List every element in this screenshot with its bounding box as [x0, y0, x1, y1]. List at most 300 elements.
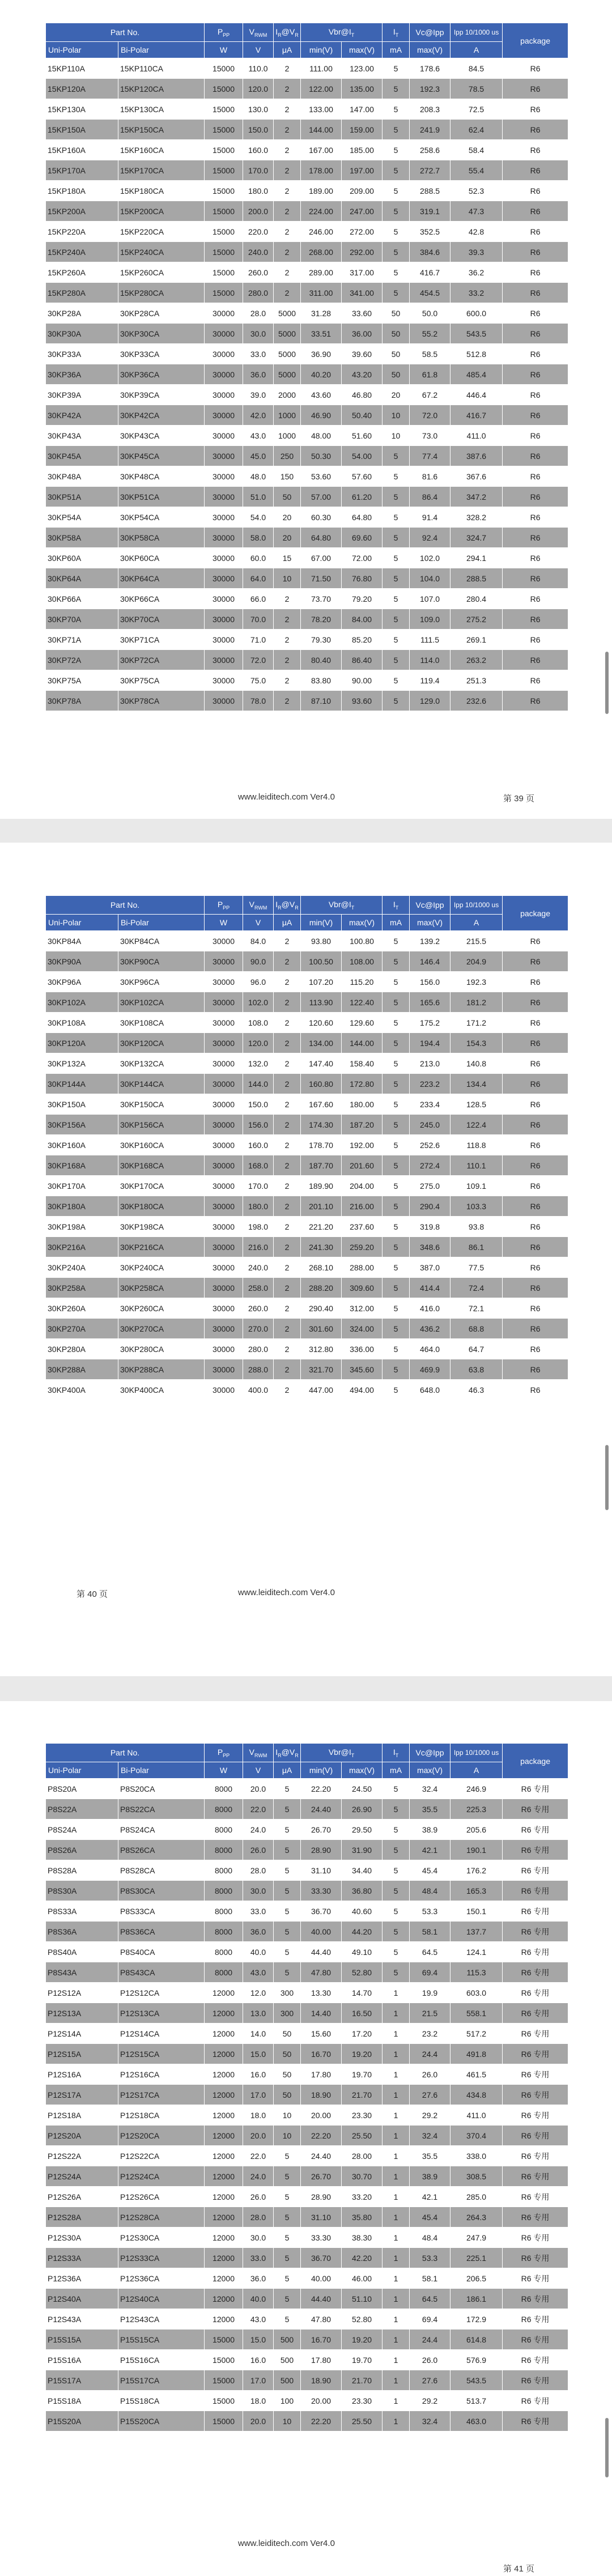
table-row — [46, 1380, 568, 1400]
vbr-min-cell: 40.00 — [301, 1922, 342, 1942]
ipp-cell: 192.3 — [450, 972, 503, 992]
package-cell: R6 — [503, 1094, 568, 1115]
unit-vc-max-v: max(V) — [410, 42, 450, 58]
package-cell: R6 — [503, 283, 568, 303]
ir-cell: 2 — [274, 1115, 301, 1135]
uni-polar-cell: 30KP78A — [46, 691, 118, 711]
header-vrwm: $V_{RWM}$ — [243, 1744, 274, 1762]
table-row — [46, 528, 568, 548]
it-cell: 5 — [382, 1053, 410, 1074]
table-row — [46, 324, 568, 344]
uni-polar-cell: 30KP58A — [46, 528, 118, 548]
vrwm-cell: 20.0 — [243, 2411, 274, 2432]
ir-cell: 2 — [274, 630, 301, 650]
table-row — [46, 931, 568, 951]
vbr-max-cell: 84.00 — [342, 609, 382, 630]
vrwm-cell: 70.0 — [243, 609, 274, 630]
vc-cell: 102.0 — [410, 548, 450, 568]
unit-vc-max-v: max(V) — [410, 915, 450, 931]
it-cell: 5 — [382, 1176, 410, 1196]
ppp-cell: 15000 — [205, 2391, 243, 2411]
it-cell: 5 — [382, 1820, 410, 1840]
package-cell: R6 — [503, 1319, 568, 1339]
uni-polar-cell: 30KP30A — [46, 324, 118, 344]
vc-cell: 19.9 — [410, 1983, 450, 2003]
it-cell: 5 — [382, 242, 410, 262]
ppp-cell: 12000 — [205, 1983, 243, 2003]
table-row — [46, 691, 568, 711]
table-row — [46, 364, 568, 385]
bi-polar-cell: 30KP78CA — [118, 691, 205, 711]
ppp-cell: 15000 — [205, 2411, 243, 2432]
package-cell: R6 专用 — [503, 2064, 568, 2085]
table-row — [46, 507, 568, 528]
bi-polar-cell: P12S16CA — [118, 2064, 205, 2085]
bi-polar-cell: 30KP75CA — [118, 670, 205, 691]
vbr-min-cell: 189.90 — [301, 1176, 342, 1196]
vbr-min-cell: 79.30 — [301, 630, 342, 650]
it-cell: 5 — [382, 992, 410, 1013]
uni-polar-cell: P12S26A — [46, 2187, 118, 2207]
package-cell: R6 — [503, 670, 568, 691]
package-cell: R6 — [503, 568, 568, 589]
uni-polar-cell: P8S40A — [46, 1942, 118, 1962]
it-cell: 5 — [382, 1339, 410, 1359]
vbr-max-cell: 64.80 — [342, 507, 382, 528]
ppp-cell: 30000 — [205, 528, 243, 548]
it-cell: 5 — [382, 1237, 410, 1257]
vc-cell: 258.6 — [410, 140, 450, 160]
table-row — [46, 1115, 568, 1135]
it-cell: 5 — [382, 1799, 410, 1820]
table-row — [46, 2146, 568, 2166]
vbr-min-cell: 100.50 — [301, 951, 342, 972]
ppp-cell: 15000 — [205, 2370, 243, 2391]
vrwm-cell: 16.0 — [243, 2350, 274, 2370]
bi-polar-cell: 30KP60CA — [118, 548, 205, 568]
package-cell: R6 — [503, 609, 568, 630]
ir-cell: 2 — [274, 1013, 301, 1033]
package-cell: R6 专用 — [503, 2105, 568, 2126]
bi-polar-cell: P15S16CA — [118, 2350, 205, 2370]
vbr-min-cell: 187.70 — [301, 1155, 342, 1176]
package-cell: R6 — [503, 99, 568, 120]
ipp-cell: 367.6 — [450, 466, 503, 487]
it-cell: 1 — [382, 2146, 410, 2166]
vc-cell: 290.4 — [410, 1196, 450, 1217]
vrwm-cell: 64.0 — [243, 568, 274, 589]
it-cell: 5 — [382, 262, 410, 283]
header-it: $I_T$ — [382, 896, 410, 915]
package-cell: R6 — [503, 1196, 568, 1217]
table-row — [46, 262, 568, 283]
vbr-min-cell: 71.50 — [301, 568, 342, 589]
package-cell: R6 专用 — [503, 1820, 568, 1840]
package-cell: R6 专用 — [503, 2146, 568, 2166]
table-row — [46, 1013, 568, 1033]
vbr-max-cell: 36.80 — [342, 1881, 382, 1901]
ipp-cell: 491.8 — [450, 2044, 503, 2064]
vbr-min-cell: 33.51 — [301, 324, 342, 344]
bi-polar-cell: P12S30CA — [118, 2228, 205, 2248]
ipp-cell: 543.5 — [450, 2370, 503, 2391]
table-row — [46, 1053, 568, 1074]
bi-polar-cell: 30KP120CA — [118, 1033, 205, 1053]
vbr-min-cell: 47.80 — [301, 2309, 342, 2330]
uni-polar-cell: 30KP258A — [46, 1278, 118, 1298]
package-cell: R6 — [503, 262, 568, 283]
vc-cell: 107.0 — [410, 589, 450, 609]
table-header — [46, 1744, 568, 1779]
uni-polar-cell: 30KP160A — [46, 1135, 118, 1155]
header-package: package — [503, 1744, 568, 1779]
vc-cell: 454.5 — [410, 283, 450, 303]
bi-polar-cell: 30KP144CA — [118, 1074, 205, 1094]
ppp-cell: 12000 — [205, 2003, 243, 2024]
vbr-max-cell: 158.40 — [342, 1053, 382, 1074]
ipp-cell: 77.5 — [450, 1257, 503, 1278]
ppp-cell: 12000 — [205, 2228, 243, 2248]
vrwm-cell: 18.0 — [243, 2105, 274, 2126]
table-row — [46, 2289, 568, 2309]
ppp-cell: 30000 — [205, 303, 243, 324]
uni-polar-cell: P8S22A — [46, 1799, 118, 1820]
vbr-max-cell: 292.00 — [342, 242, 382, 262]
package-cell: R6 专用 — [503, 2228, 568, 2248]
vrwm-cell: 110.0 — [243, 58, 274, 79]
unit-w: W — [205, 915, 243, 931]
vrwm-cell: 260.0 — [243, 1298, 274, 1319]
ppp-cell: 30000 — [205, 1237, 243, 1257]
vbr-max-cell: 312.00 — [342, 1298, 382, 1319]
vrwm-cell: 43.0 — [243, 1962, 274, 1983]
bi-polar-cell: 15KP200CA — [118, 201, 205, 222]
ppp-cell: 8000 — [205, 1860, 243, 1881]
bi-polar-cell: 15KP160CA — [118, 140, 205, 160]
ppp-cell: 30000 — [205, 1380, 243, 1400]
ppp-cell: 12000 — [205, 2289, 243, 2309]
vc-cell: 192.3 — [410, 79, 450, 99]
vrwm-cell: 240.0 — [243, 1257, 274, 1278]
bi-polar-cell: P8S22CA — [118, 1799, 205, 1820]
ir-cell: 5 — [274, 2187, 301, 2207]
bi-polar-cell: 30KP36CA — [118, 364, 205, 385]
ipp-cell: 186.1 — [450, 2289, 503, 2309]
ipp-cell: 124.1 — [450, 1942, 503, 1962]
scrollbar-thumb[interactable] — [605, 1445, 609, 1510]
table-row — [46, 2126, 568, 2146]
bi-polar-cell: 30KP45CA — [118, 446, 205, 466]
vbr-max-cell: 108.00 — [342, 951, 382, 972]
ppp-cell: 15000 — [205, 140, 243, 160]
vbr-min-cell: 44.40 — [301, 1942, 342, 1962]
ppp-cell: 30000 — [205, 691, 243, 711]
it-cell: 5 — [382, 1135, 410, 1155]
ir-cell: 500 — [274, 2330, 301, 2350]
vbr-min-cell: 24.40 — [301, 1799, 342, 1820]
ppp-cell: 15000 — [205, 283, 243, 303]
it-cell: 5 — [382, 1840, 410, 1860]
vc-cell: 24.4 — [410, 2044, 450, 2064]
vbr-max-cell: 44.20 — [342, 1922, 382, 1942]
vbr-min-cell: 18.90 — [301, 2370, 342, 2391]
bi-polar-cell: 15KP220CA — [118, 222, 205, 242]
table-row — [46, 2105, 568, 2126]
vrwm-cell: 240.0 — [243, 242, 274, 262]
unit-max-v: max(V) — [342, 42, 382, 58]
package-cell: R6 — [503, 951, 568, 972]
ipp-cell: 110.1 — [450, 1155, 503, 1176]
package-cell: R6 — [503, 58, 568, 79]
header-ir: $I_R@V_R$ — [274, 23, 301, 42]
it-cell: 20 — [382, 385, 410, 405]
vc-cell: 32.4 — [410, 2411, 450, 2432]
scrollbar-thumb[interactable] — [605, 2418, 609, 2477]
ir-cell: 2 — [274, 691, 301, 711]
vbr-min-cell: 246.00 — [301, 222, 342, 242]
ppp-cell: 8000 — [205, 1820, 243, 1840]
ipp-cell: 86.1 — [450, 1237, 503, 1257]
it-cell: 5 — [382, 972, 410, 992]
uni-polar-cell: 30KP132A — [46, 1053, 118, 1074]
ir-cell: 5 — [274, 1962, 301, 1983]
vrwm-cell: 150.0 — [243, 120, 274, 140]
ir-cell: 50 — [274, 2064, 301, 2085]
it-cell: 5 — [382, 568, 410, 589]
vc-cell: 86.4 — [410, 487, 450, 507]
header-package: package — [503, 23, 568, 58]
vbr-max-cell: 69.60 — [342, 528, 382, 548]
uni-polar-cell: 30KP39A — [46, 385, 118, 405]
vc-cell: 50.0 — [410, 303, 450, 324]
ipp-cell: 269.1 — [450, 630, 503, 650]
ppp-cell: 15000 — [205, 262, 243, 283]
table-row — [46, 2309, 568, 2330]
header-part-no: Part No. — [46, 1744, 205, 1762]
vbr-max-cell: 115.20 — [342, 972, 382, 992]
bi-polar-cell: 30KP48CA — [118, 466, 205, 487]
vrwm-cell: 66.0 — [243, 589, 274, 609]
table-row — [46, 1094, 568, 1115]
vrwm-cell: 26.0 — [243, 1840, 274, 1860]
vrwm-cell: 30.0 — [243, 324, 274, 344]
vbr-max-cell: 61.20 — [342, 487, 382, 507]
ipp-cell: 285.0 — [450, 2187, 503, 2207]
vc-cell: 21.5 — [410, 2003, 450, 2024]
bi-polar-cell: 30KP132CA — [118, 1053, 205, 1074]
vc-cell: 92.4 — [410, 528, 450, 548]
scrollbar-thumb[interactable] — [605, 652, 609, 714]
ir-cell: 2 — [274, 1053, 301, 1074]
bi-polar-cell: 30KP66CA — [118, 589, 205, 609]
vbr-min-cell: 312.80 — [301, 1339, 342, 1359]
it-cell: 10 — [382, 426, 410, 446]
footer-url: www.leiditech.com Ver4.0 — [238, 2539, 335, 2548]
table-row — [46, 446, 568, 466]
uni-polar-cell: 15KP280A — [46, 283, 118, 303]
ir-cell: 250 — [274, 446, 301, 466]
footer-page-number: 第 41 页 — [503, 2564, 535, 2574]
bi-polar-cell: P12S24CA — [118, 2166, 205, 2187]
ipp-cell: 33.2 — [450, 283, 503, 303]
ir-cell: 2 — [274, 1380, 301, 1400]
vrwm-cell: 96.0 — [243, 972, 274, 992]
vbr-max-cell: 85.20 — [342, 630, 382, 650]
table-row — [46, 2085, 568, 2105]
table-row — [46, 609, 568, 630]
ppp-cell: 12000 — [205, 2044, 243, 2064]
vrwm-cell: 17.0 — [243, 2085, 274, 2105]
table-row — [46, 670, 568, 691]
ir-cell: 100 — [274, 2391, 301, 2411]
ipp-cell: 232.6 — [450, 691, 503, 711]
ipp-cell: 36.2 — [450, 262, 503, 283]
vrwm-cell: 54.0 — [243, 507, 274, 528]
ipp-cell: 308.5 — [450, 2166, 503, 2187]
bi-polar-cell: 30KP64CA — [118, 568, 205, 589]
uni-polar-cell: 30KP216A — [46, 1237, 118, 1257]
package-cell: R6 专用 — [503, 2350, 568, 2370]
it-cell: 1 — [382, 2024, 410, 2044]
ipp-cell: 181.2 — [450, 992, 503, 1013]
ir-cell: 2 — [274, 58, 301, 79]
vc-cell: 288.5 — [410, 181, 450, 201]
ir-cell: 2 — [274, 201, 301, 222]
uni-polar-cell: P12S18A — [46, 2105, 118, 2126]
ipp-cell: 204.9 — [450, 951, 503, 972]
vc-cell: 252.6 — [410, 1135, 450, 1155]
ppp-cell: 30000 — [205, 1094, 243, 1115]
ppp-cell: 30000 — [205, 1196, 243, 1217]
vrwm-cell: 102.0 — [243, 992, 274, 1013]
uni-polar-cell: P12S20A — [46, 2126, 118, 2146]
bi-polar-cell: 30KP180CA — [118, 1196, 205, 1217]
vrwm-cell: 288.0 — [243, 1359, 274, 1380]
ppp-cell: 30000 — [205, 670, 243, 691]
vc-cell: 241.9 — [410, 120, 450, 140]
vc-cell: 175.2 — [410, 1013, 450, 1033]
ir-cell: 2 — [274, 1298, 301, 1319]
vrwm-cell: 20.0 — [243, 2126, 274, 2146]
vrwm-cell: 42.0 — [243, 405, 274, 426]
vbr-max-cell: 187.20 — [342, 1115, 382, 1135]
package-cell: R6 — [503, 1013, 568, 1033]
uni-polar-cell: 30KP120A — [46, 1033, 118, 1053]
vbr-min-cell: 33.30 — [301, 2228, 342, 2248]
ir-cell: 5 — [274, 1820, 301, 1840]
uni-polar-cell: 30KP180A — [46, 1196, 118, 1217]
table-row — [46, 1217, 568, 1237]
table-row — [46, 2350, 568, 2370]
uni-polar-cell: P12S24A — [46, 2166, 118, 2187]
uni-polar-cell: P12S28A — [46, 2207, 118, 2228]
header-vc: Vc@Ipp — [410, 896, 450, 915]
uni-polar-cell: P8S33A — [46, 1901, 118, 1922]
header-part-no: Part No. — [46, 896, 205, 915]
ir-cell: 2 — [274, 670, 301, 691]
ipp-cell: 247.9 — [450, 2228, 503, 2248]
vrwm-cell: 45.0 — [243, 446, 274, 466]
vbr-min-cell: 20.00 — [301, 2391, 342, 2411]
it-cell: 1 — [382, 2350, 410, 2370]
table-row — [46, 1257, 568, 1278]
uni-polar-cell: P12S15A — [46, 2044, 118, 2064]
ppp-cell: 15000 — [205, 2350, 243, 2370]
ipp-cell: 72.1 — [450, 1298, 503, 1319]
vbr-max-cell: 19.20 — [342, 2330, 382, 2350]
ir-cell: 2 — [274, 1196, 301, 1217]
bi-polar-cell: P8S20CA — [118, 1779, 205, 1799]
vrwm-cell: 43.0 — [243, 2309, 274, 2330]
vbr-max-cell: 494.00 — [342, 1380, 382, 1400]
uni-polar-cell: P8S30A — [46, 1881, 118, 1901]
vbr-min-cell: 64.80 — [301, 528, 342, 548]
package-cell: R6 — [503, 140, 568, 160]
ipp-cell: 215.5 — [450, 931, 503, 951]
it-cell: 5 — [382, 1196, 410, 1217]
vbr-max-cell: 57.60 — [342, 466, 382, 487]
package-cell: R6 — [503, 222, 568, 242]
package-cell: R6 — [503, 1074, 568, 1094]
vbr-max-cell: 180.00 — [342, 1094, 382, 1115]
table-row — [46, 1359, 568, 1380]
ir-cell: 50 — [274, 2044, 301, 2064]
ppp-cell: 12000 — [205, 2064, 243, 2085]
uni-polar-cell: 30KP240A — [46, 1257, 118, 1278]
vc-cell: 42.1 — [410, 1840, 450, 1860]
table-row — [46, 344, 568, 364]
vbr-min-cell: 290.40 — [301, 1298, 342, 1319]
bi-polar-cell: 30KP30CA — [118, 324, 205, 344]
it-cell: 5 — [382, 1319, 410, 1339]
vbr-min-cell: 40.20 — [301, 364, 342, 385]
bi-polar-cell: P8S24CA — [118, 1820, 205, 1840]
ipp-cell: 543.5 — [450, 324, 503, 344]
ppp-cell: 15000 — [205, 222, 243, 242]
uni-polar-cell: 30KP36A — [46, 364, 118, 385]
vbr-max-cell: 31.90 — [342, 1840, 382, 1860]
ir-cell: 2000 — [274, 385, 301, 405]
bi-polar-cell: 15KP130CA — [118, 99, 205, 120]
it-cell: 5 — [382, 528, 410, 548]
vrwm-cell: 144.0 — [243, 1074, 274, 1094]
vbr-max-cell: 16.50 — [342, 2003, 382, 2024]
vrwm-cell: 280.0 — [243, 283, 274, 303]
vrwm-cell: 72.0 — [243, 650, 274, 670]
vbr-max-cell: 317.00 — [342, 262, 382, 283]
vrwm-cell: 258.0 — [243, 1278, 274, 1298]
uni-polar-cell: P8S43A — [46, 1962, 118, 1983]
vbr-max-cell: 34.40 — [342, 1860, 382, 1881]
it-cell: 50 — [382, 364, 410, 385]
bi-polar-cell: 15KP240CA — [118, 242, 205, 262]
vc-cell: 272.7 — [410, 160, 450, 181]
vbr-min-cell: 178.00 — [301, 160, 342, 181]
ipp-cell: 225.3 — [450, 1799, 503, 1820]
uni-polar-cell: P8S36A — [46, 1922, 118, 1942]
ipp-cell: 434.8 — [450, 2085, 503, 2105]
uni-polar-cell: 30KP51A — [46, 487, 118, 507]
vbr-max-cell: 79.20 — [342, 589, 382, 609]
uni-polar-cell: 30KP288A — [46, 1359, 118, 1380]
package-cell: R6 — [503, 1257, 568, 1278]
package-cell: R6 — [503, 303, 568, 324]
vbr-max-cell: 341.00 — [342, 283, 382, 303]
ppp-cell: 15000 — [205, 242, 243, 262]
ppp-cell: 8000 — [205, 1840, 243, 1860]
vbr-max-cell: 19.70 — [342, 2350, 382, 2370]
ipp-cell: 576.9 — [450, 2350, 503, 2370]
